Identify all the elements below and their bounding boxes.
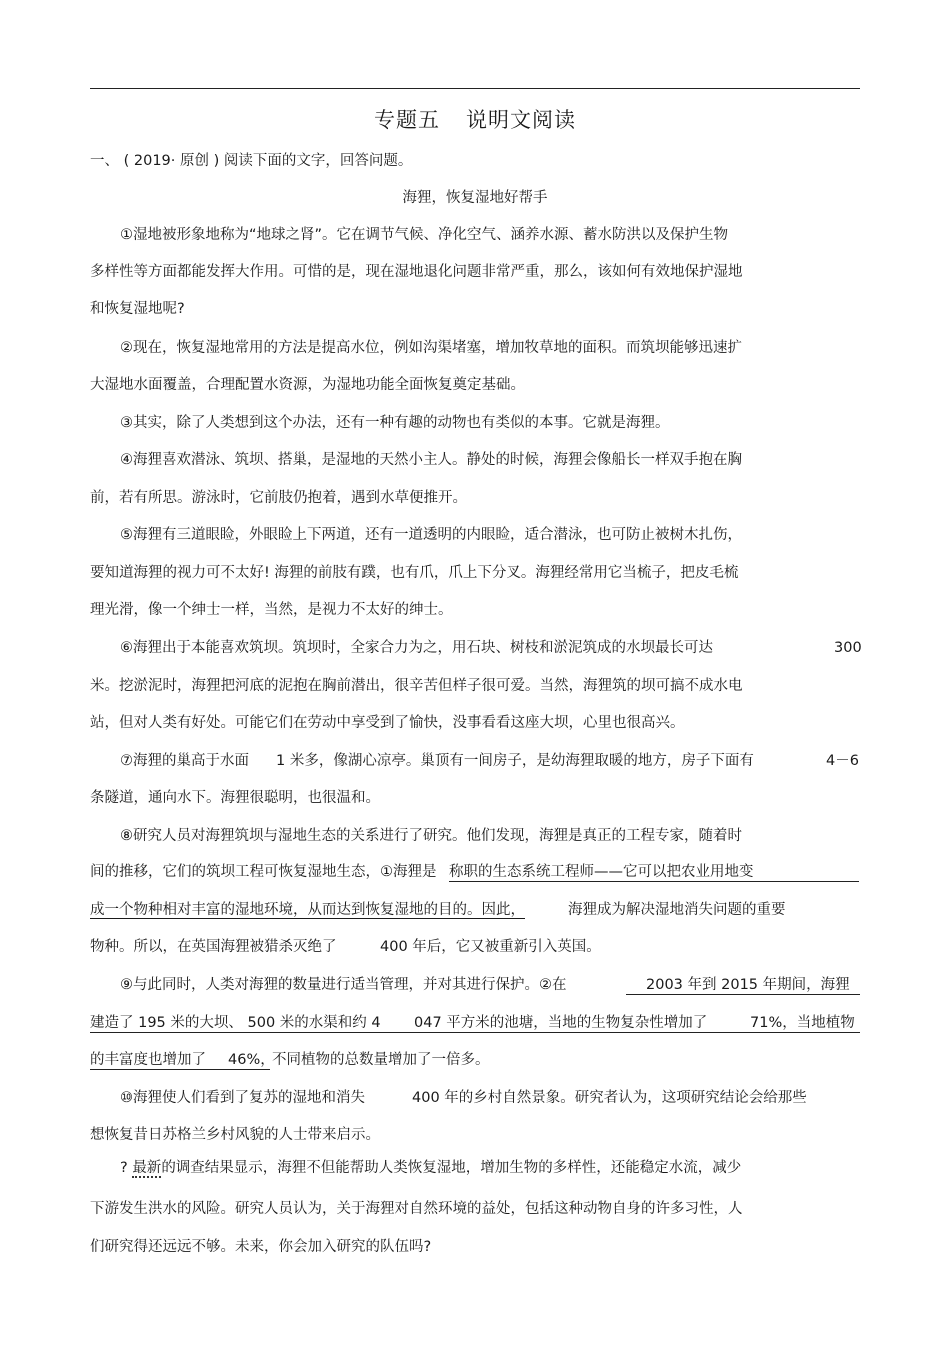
paragraph-11-line-3: 们研究得还远远不够。未来，你会加入研究的队伍吗? <box>90 1239 432 1255</box>
paragraph-8-line-4a: 物种。所以，在英国海狸被猎杀灭绝了 <box>90 939 337 955</box>
paragraph-6-line-2: 米。挖淤泥时，海狸把河底的泥抱在胸前潜出，很辛苦但样子很可爱。当然，海狸筑的坝可搞不成水电 <box>90 678 743 694</box>
paragraph-9-line-3c: 不同植物的总数量增加了一倍多。 <box>272 1052 490 1068</box>
paragraph-8-line-2a: 间的推移，它们的筑坝工程可恢复湿地生态，①海狸是 <box>90 864 437 880</box>
question-intro: 一、 ( 2019· 原创 ) 阅读下面的文字，回答问题。 <box>90 153 413 169</box>
paragraph-2-line-1: ②现在，恢复湿地常用的方法是提高水位，例如沟渠堵塞，增加牧草地的面积。而筑坝能够迅速扩 <box>120 340 742 356</box>
paragraph-1-line-2: 多样性等方面都能发挥大作用。可惜的是，现在湿地退化问题非常严重，那么，该如何有效地保护湿地 <box>90 264 743 280</box>
paragraph-6-number: 300 <box>834 640 862 656</box>
paragraph-5-line-3: 理光滑，像一个绅士一样，当然，是视力不太好的绅士。 <box>90 602 453 618</box>
paragraph-9-line-2b: 047 平方米的池塘，当地的生物复杂性增加了 <box>414 1015 708 1031</box>
paragraph-6-line-3: 站，但对人类有好处。可能它们在劳动中享受到了愉快，没事看看这座大坝，心里也很高兴。 <box>90 715 685 731</box>
paragraph-5-line-1: ⑤海狸有三道眼睑，外眼睑上下两道，还有一道透明的内眼睑，适合潜泳，也可防止被树木扎伤， <box>120 527 742 543</box>
paragraph-10-line-1a: ⑩海狸使人们看到了复苏的湿地和消失 <box>120 1090 365 1106</box>
paragraph-10-line-1b: 400 年的乡村自然景象。研究者认为，这项研究结论会给那些 <box>412 1090 807 1106</box>
paragraph-2-line-2: 大湿地水面覆盖，合理配置水资源，为湿地功能全面恢复奠定基础。 <box>90 377 525 393</box>
paragraph-7-number: 4－6 <box>826 753 859 769</box>
paragraph-8-line-3b: 海狸成为解决湿地消失问题的重要 <box>568 902 786 918</box>
paragraph-7-line-2: 条隧道，通向水下。海狸很聪明，也很温和。 <box>90 790 380 806</box>
underline-1 <box>449 881 859 882</box>
paragraph-7-line-1a: ⑦海狸的巢高于水面 <box>120 753 249 769</box>
paragraph-8-line-1: ⑧研究人员对海狸筑坝与湿地生态的关系进行了研究。他们发现，海狸是真正的工程专家，随着时 <box>120 828 742 844</box>
paragraph-9-line-2a: 建造了 195 米的大坝、 500 米的水渠和约 4 <box>90 1015 381 1031</box>
underline-2c <box>90 1069 270 1070</box>
paragraph-8-line-2b: 称职的生态系统工程师——它可以把农业用地变 <box>449 864 754 880</box>
underline-2b <box>90 1032 860 1033</box>
paragraph-9-line-1b: 2003 年到 2015 年期间，海狸 <box>646 977 850 993</box>
paragraph-8-line-4b: 400 年后，它又被重新引入英国。 <box>380 939 601 955</box>
paragraph-11-line-2: 下游发生洪水的风险。研究人员认为，关于海狸对自然环境的益处，包括这种动物自身的许多习性，人 <box>90 1201 743 1217</box>
paragraph-3: ③其实，除了人类想到这个办法，还有一种有趣的动物也有类似的本事。它就是海狸。 <box>120 415 670 431</box>
paragraph-8-line-3a: 成一个物种相对丰富的湿地环境，从而达到恢复湿地的目的。因此， <box>90 902 525 918</box>
underline-2a <box>626 994 860 995</box>
paragraph-1-line-1: ①湿地被形象地称为“地球之肾”。它在调节气候、净化空气、涵养水源、蓄水防洪以及保护生物 <box>120 227 729 243</box>
paragraph-10-line-2: 想恢复昔日苏格兰乡村风貌的人士带来启示。 <box>90 1127 380 1143</box>
paragraph-11-marker: ? <box>120 1160 133 1176</box>
emphasis-latest: 最新 <box>132 1160 162 1176</box>
paragraph-4-line-1: ④海狸喜欢潜泳、筑坝、搭巢，是湿地的天然小主人。静处的时候，海狸会像船长一样双手抱在胸 <box>120 452 742 468</box>
paragraph-11-line-1-rest: 的调查结果显示，海狸不但能帮助人类恢复湿地，增加生物的多样性，还能稳定水流，减少 <box>161 1160 742 1176</box>
paragraph-4-line-2: 前，若有所思。游泳时，它前肢仍抱着，遇到水草便推开。 <box>90 490 467 506</box>
article-title: 海狸，恢复湿地好帮手 <box>402 190 548 206</box>
paragraph-9-line-2c: 71%，当地植物 <box>750 1015 855 1031</box>
paragraph-9-line-1a: ⑨与此同时，人类对海狸的数量进行适当管理，并对其进行保护。②在 <box>120 977 567 993</box>
page-title <box>0 104 950 134</box>
paragraph-9-line-3b: 46%， <box>228 1052 275 1068</box>
header-rule <box>90 88 860 89</box>
paragraph-6-line-1: ⑥海狸出于本能喜欢筑坝。筑坝时，全家合力为之，用石块、树枝和淤泥筑成的水坝最长可达 <box>120 640 713 656</box>
paragraph-7-line-1b: 1 米多，像湖心凉亭。巢顶有一间房子，是幼海狸取暖的地方，房子下面有 <box>276 753 754 769</box>
title-topic: 专题五 <box>374 108 440 132</box>
paragraph-1-line-3: 和恢复湿地呢? <box>90 301 185 317</box>
paragraph-11-line-1 <box>120 1158 741 1178</box>
paragraph-9-line-3a: 的丰富度也增加了 <box>90 1052 206 1068</box>
title-subject: 说明文阅读 <box>466 108 576 132</box>
paragraph-5-line-2: 要知道海狸的视力可不太好! 海狸的前肢有蹼，也有爪，爪上下分叉。海狸经常用它当梳子，把皮毛梳 <box>90 565 739 581</box>
